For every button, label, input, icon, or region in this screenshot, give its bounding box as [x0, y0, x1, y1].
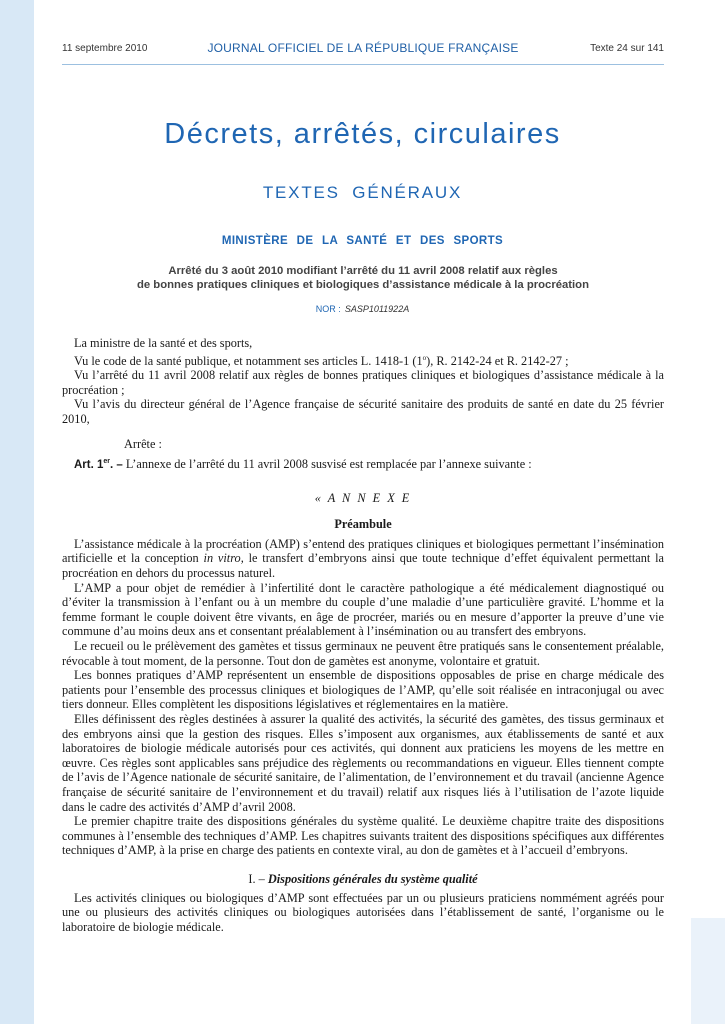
section-1-title: Dispositions générales du système qualité: [267, 871, 478, 886]
amp-def-text-a: L’assistance médicale à la procréation (AMP) s’entend des pratiques cliniques et biologiques permettant l’insémination artificielle et la conception: [62, 536, 664, 566]
paragraph-bonnes-pratiques: Les bonnes pratiques d’AMP représentent un ensemble de dispositions opposables de prise en charge médicale des patients pour l’ensemble des processus cliniques et biologiques de l’AMP, qu’elle soit réalisée en intraconjugal ou avec tiers donneur. Elles complètent les dispositions législatives et réglementaires en la matière.: [62, 668, 664, 712]
paragraph-arrete: Arrête :: [124, 436, 162, 451]
document-body: [62, 336, 664, 934]
nor-label: NOR :: [315, 304, 341, 314]
header-page-number: Texte 24 sur 141: [590, 43, 664, 54]
right-margin-band: [691, 918, 725, 1024]
paragraph-minister: La ministre de la santé et des sports,: [74, 336, 253, 350]
amp-def-text-b: le transfert d’embryons ainsi que toute technique d’effet équivalent permettant la procréation en dehors du processus naturel.: [62, 551, 665, 581]
article-1-label: [74, 459, 123, 471]
vu-code-text-a: Vu le code de la santé publique, et notamment ses articles L. 1418-1 (1: [74, 353, 423, 368]
header-divider: [62, 64, 664, 65]
annexe-heading: « A N N E X E: [314, 490, 412, 505]
vu-code-text-b: ), R. 2142-24 et R. 2142-27 ;: [426, 353, 569, 368]
vu-code-sup: o: [422, 353, 427, 362]
nor-code: SASP1011922A: [344, 304, 410, 314]
paragraph-vu-code: [62, 351, 664, 369]
paragraph-amp-objet: L’AMP a pour objet de remédier à l’infertilité dont le caractère pathologique a été médicalement diagnostiqué ou d’éviter la transmission à l’enfant ou à un membre du couple d’une maladie d’une particulière gravité. L’homme et la femme formant le couple doivent être vivants, en âge de procréer, mariés ou en mesure d’apporter la preuve d’une vie commune d’au moins deux ans et consentant préalablement à l’insémination ou au transfert des embryons.: [62, 580, 664, 639]
subsection-heading: TEXTES GÉNÉRAUX: [262, 183, 463, 202]
paragraph-vu-avis: Vu l’avis du directeur général de l’Agence française de sécurité sanitaire des produits de santé en date du 25 février 2010,: [62, 397, 664, 427]
article-1-label-sup: er: [103, 458, 111, 466]
article-1-text: L’annexe de l’arrêté du 11 avril 2008 susvisé est remplacée par l’annexe suivante :: [122, 457, 532, 472]
decree-title-line-2: de bonnes pratiques cliniques et biologiques d’assistance médicale à la procréation: [136, 279, 589, 291]
header-journal-title: JOURNAL OFFICIEL DE LA RÉPUBLIQUE FRANÇAISE: [207, 41, 519, 55]
article-1-dash: . –: [110, 459, 123, 472]
ministry-heading: MINISTÈRE DE LA SANTÉ ET DES SPORTS: [221, 235, 504, 247]
left-margin-band: [0, 0, 34, 1024]
section-heading: Décrets, arrêtés, circulaires: [164, 118, 561, 150]
paragraph-activites: Les activités cliniques ou biologiques d’AMP sont effectuées par un ou plusieurs praticiens nommément agréés pour une ou plusieurs des activités cliniques ou biologiques autorisées dans l’établissement de santé, l’organisme ou le laboratoire de biologie médicale.: [62, 890, 664, 934]
article-1: [62, 455, 664, 472]
paragraph-vu-arrete: Vu l’arrêté du 11 avril 2008 relatif aux règles de bonnes pratiques cliniques et biologiques d’assistance médicale à la procréation ;: [62, 368, 664, 397]
paragraph-regles: Elles définissent des règles destinées à assurer la qualité des activités, la sécurité des gamètes, des tissus germinaux et des embryons ainsi que la gestion des risques. Elles s’imposent aux organismes, aux établissements de santé et aux laboratoires de biologie médicale autorisés pour ces activités, qui donnent aux praticiens les moyens de les mettre en œuvre. Ces règles sont applicables sans préjudice des règlements ou recommandations en vigueur. Elles tiennent compte de l’avis de l’Agence nationale de sécurité sanitaire, de l’alimentation, de l’environnement et du travail (ancienne Agence française de sécurité sanitaire de l’environnement et du travail) relatif aux risques liés à l’utilisation de l’azote liquide dans le cadre des activités d’AMP d’avril 2008.: [62, 711, 664, 814]
nor-reference: [0, 304, 725, 314]
paragraph-amp-definition: [62, 537, 664, 581]
section-1-heading: [62, 872, 664, 887]
decree-title-line-1: Arrêté du 3 août 2010 modifiant l’arrêté du 11 avril 2008 relatif aux règles: [168, 265, 558, 277]
amp-def-italic: in vitro,: [203, 551, 244, 566]
decree-title: [62, 264, 664, 292]
page-header: [62, 40, 664, 60]
article-1-label-text: Art. 1: [74, 459, 104, 472]
section-1-number: I. –: [248, 871, 265, 886]
header-date: 11 septembre 2010: [62, 43, 148, 54]
paragraph-recueil: Le recueil ou le prélèvement des gamètes et tissus germinaux ne peuvent être pratiqués sans le consentement préalable, révocable à tout moment, de la personne. Tout don de gamètes est anonyme, volontaire et gratuit.: [62, 639, 664, 668]
paragraph-chapitres: Le premier chapitre traite des dispositions générales du système qualité. Le deuxième chapitre traite des dispositions communes à l’ensemble des techniques d’AMP. Les chapitres suivants traitent des dispositions spécifiques aux différentes techniques d’AMP, à la prise en charge des patients en contexte viral, au don de gamètes et à l’accueil d’embryons.: [62, 814, 664, 858]
preambule-heading: Préambule: [334, 517, 392, 532]
